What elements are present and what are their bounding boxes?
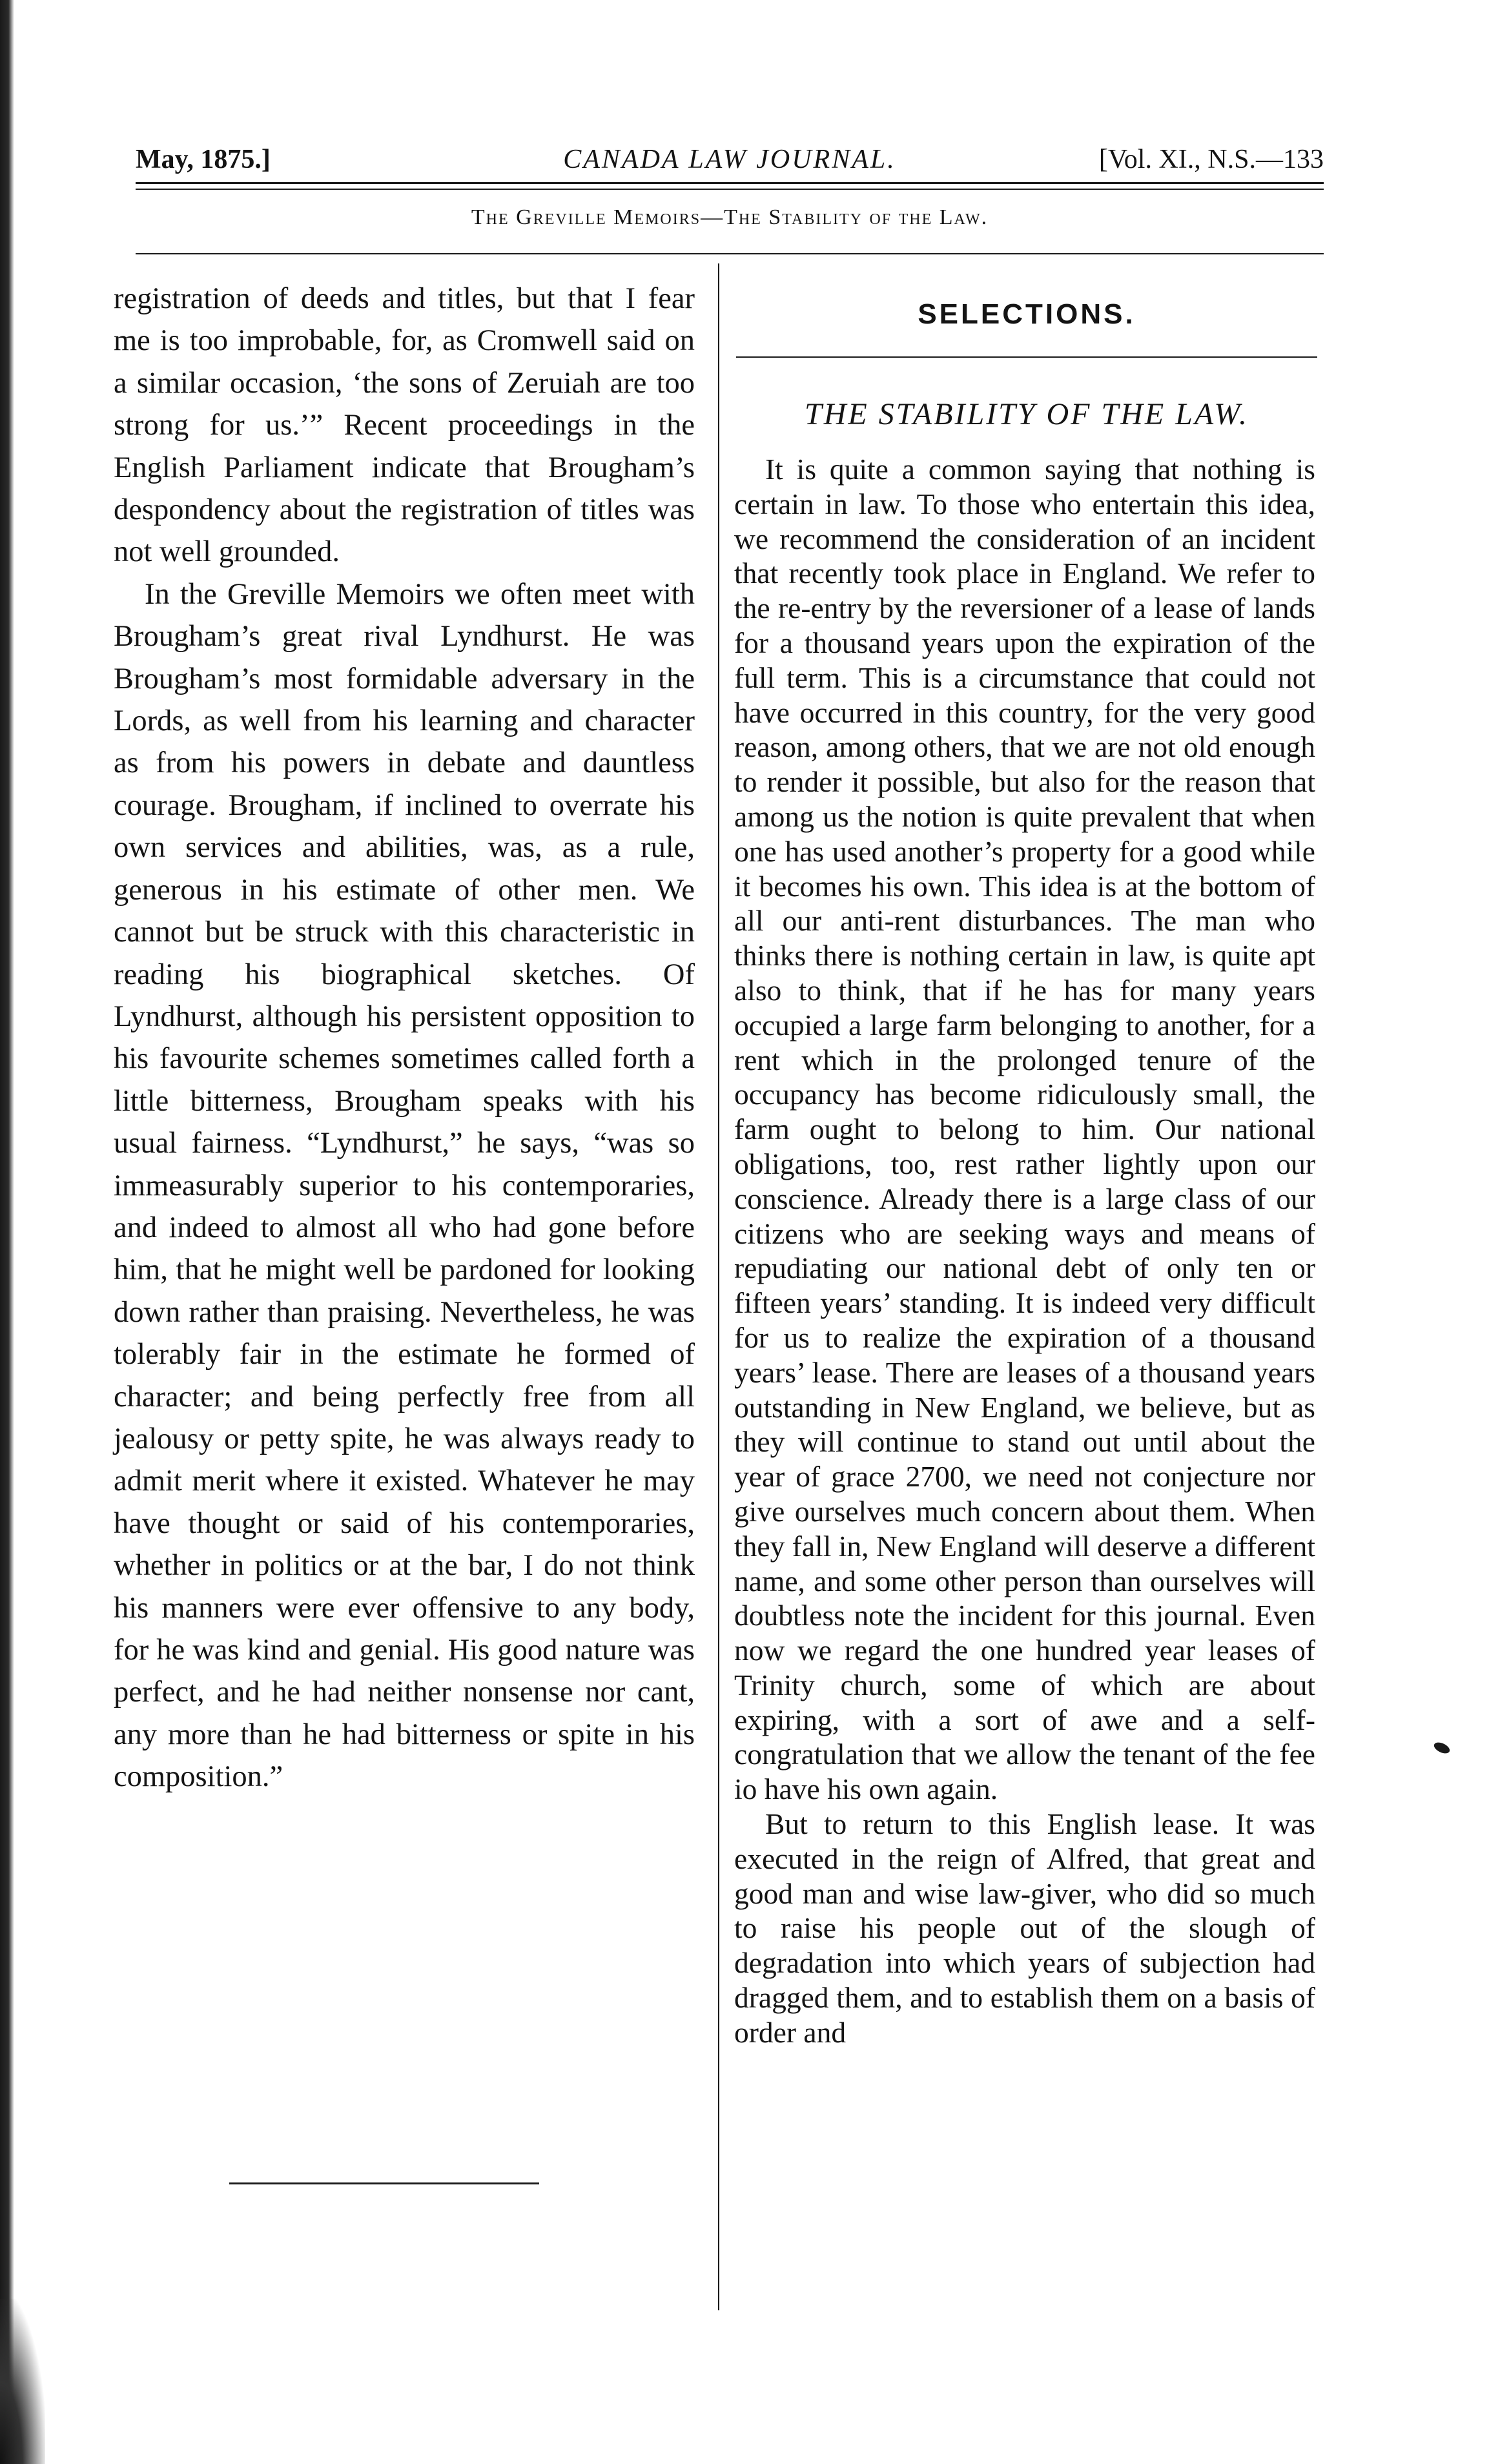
- left-column: [114, 278, 695, 1798]
- page-binding-edge: [0, 0, 14, 2464]
- selections-rule: [736, 356, 1317, 358]
- right-paragraph-1: It is quite a common saying that nothing is certain in law. To those who entertain this idea, we recommend the consideration of an incident that recently took place in England. We refer to the re-entry by the reversioner of a lease of lands for a thousand years upon the expiration of the full term. This is a circumstance that could not have occurred in this country, for the very good reason, among others, that we are not old enough to render it possible, but also for the reason that among us the notion is quite prevalent that when one has used another’s property for a good while it becomes his own. This idea is at the bottom of all our anti-rent disturbances. The man who thinks there is nothing certain in law, is quite apt also to think, that if he has for many years occupied a large farm belonging to another, for a rent which in the prolonged tenure of the occupancy has become ridiculously small, the farm ought to belong to him. Our national obligations, too, rest rather lightly upon our conscience. Already there is a large class of our citizens who are seeking ways and means of repudiating our national debt of only ten or fifteen years’ standing. It is indeed very difficult for us to realize the expiration of a thousand years’ lease. There are leases of a thousand years outstanding in New England, we believe, but as they will continue to stand out until about the year of grace 2700, we need not conjecture nor give ourselves much concern about them. When they fall in, New England will deserve a different name, and some other person than ourselves will doubtless note the incident for this journal. Even now we regard the one hundred year leases of Trinity church, some of which are about expiring, with a sort of awe and a self-congratulation that we allow the tenant of the fee io have his own again.: [734, 453, 1316, 1806]
- header-rule-bottom: [136, 189, 1324, 190]
- right-column: [734, 452, 1315, 2050]
- section-heading-rule: [136, 253, 1324, 254]
- binding-shadow: [0, 2299, 45, 2464]
- volume-page-number: [Vol. XI., N.S.—133: [1098, 145, 1324, 174]
- section-heading: The Greville Memoirs—The Stability of the Law.: [471, 205, 989, 229]
- left-paragraph-2: In the Greville Memoirs we often meet with Brougham’s great rival Lyndhurst. He was Brougham’s most formidable adversary in the Lords, as well from his learning and character as from his powers in debate and dauntless courage. Brougham, if inclined to overrate his own services and abilities, was, as a rule, generous in his estimate of other men. We cannot but be struck with this characteristic in reading his biographical sketches. Of Lyndhurst, although his persistent opposition to his favourite schemes sometimes called forth a little bitterness, Brougham speaks with his usual fairness. “Lyndhurst,” he says, “was so immeasurably superior to his contemporaries, and indeed to almost all who had gone before him, that he might well be pardoned for looking down rather than praising. Nevertheless, he was tolerably fair in the estimate he formed of character; and being perfectly free from all jealousy or petty spite, he was always ready to admit merit where it existed. Whatever he may have thought or said of his contemporaries, whether in politics or at the bar, I do not think his manners were ever offensive to any body, for he was kind and genial. His good nature was perfect, and he had neither nonsense nor cant, any more than he had bitterness or spite in his composition.”: [114, 577, 695, 1794]
- article-title: THE STABILITY OF THE LAW.: [805, 397, 1249, 431]
- running-head: [136, 137, 1324, 182]
- selections-heading: SELECTIONS.: [918, 298, 1136, 330]
- issue-date: May, 1875.]: [136, 145, 271, 174]
- left-paragraph-1: registration of deeds and titles, but that I fear me is too improbable, for, as Cromwell said on a similar occasion, ‘the sons of Zeruiah are too strong for us.’” Recent proceedings in the English Parliament indicate that Brougham’s despondency about the registration of titles was not well grounded.: [114, 282, 695, 569]
- ink-mark: [1432, 1740, 1451, 1756]
- journal-title: CANADA LAW JOURNAL.: [563, 145, 896, 174]
- header-rule-top: [136, 182, 1324, 184]
- right-paragraph-2: But to return to this English lease. It was executed in the reign of Alfred, that great and good man and wise law-giver, who did so much to raise his people out of the slough of degradation into which years of subjection had dragged them, and to establish them on a basis of order and: [734, 1807, 1315, 2049]
- article-end-rule: [229, 2182, 539, 2184]
- column-divider: [718, 263, 719, 2310]
